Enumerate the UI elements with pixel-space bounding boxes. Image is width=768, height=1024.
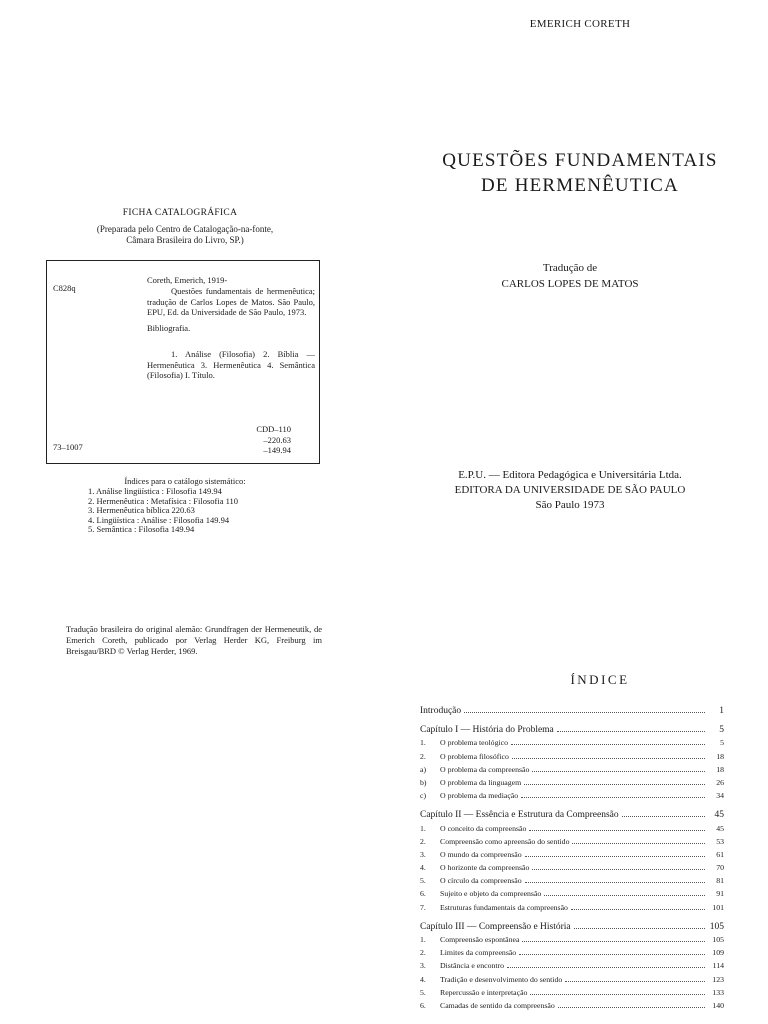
toc-label: Estruturas fundamentais da compreensão bbox=[440, 902, 568, 912]
toc-page: 18 bbox=[716, 764, 724, 774]
book-title bbox=[400, 148, 760, 198]
toc-page: 45 bbox=[714, 810, 724, 821]
toc-page: 123 bbox=[712, 974, 724, 984]
author-name: EMERICH CORETH bbox=[529, 18, 631, 30]
ficha-title: FICHA CATALOGRÁFICA bbox=[122, 208, 238, 218]
toc-item bbox=[420, 791, 724, 804]
control-number: 73–1007 bbox=[53, 442, 83, 452]
toc-label: O problema da linguagem bbox=[440, 777, 522, 787]
toc-label: Limites da compreensão bbox=[440, 948, 517, 958]
toc-item bbox=[420, 889, 724, 902]
toc-item bbox=[420, 975, 724, 988]
toc-item-number: b) bbox=[420, 777, 427, 787]
toc-item bbox=[420, 903, 724, 916]
toc-item-number: 5. bbox=[420, 876, 426, 886]
toc-label: Capítulo III — Compreensão e História bbox=[420, 921, 571, 932]
indices-item: 1. Análise lingüística : Filosofia 149.94 bbox=[88, 486, 222, 496]
toc-page: 105 bbox=[712, 935, 724, 944]
toc-label: O horizonte da compreensão bbox=[440, 863, 530, 873]
subject-headings: 1. Análise (Filosofia) 2. Bíblia — Hermenêutica 3. Hermenêutica 4. Semântica (Filosofia) I. Título. bbox=[147, 349, 315, 380]
catalog-card bbox=[46, 260, 320, 464]
cdd-classification bbox=[237, 424, 291, 456]
toc-item-number: 2. bbox=[420, 948, 426, 958]
toc-introduction bbox=[420, 706, 724, 719]
publisher-line-3: São Paulo 1973 bbox=[535, 499, 605, 511]
toc-item-number: 1. bbox=[420, 738, 426, 748]
toc-page: 101 bbox=[712, 902, 724, 912]
toc-item bbox=[420, 935, 724, 948]
table-of-contents bbox=[420, 706, 724, 1014]
entry-body: Questões fundamentais de hermenêutica; tradução de Carlos Lopes de Matos. São Paulo, EPU, Ed. da Universidade de São Paulo, 1973. bbox=[147, 286, 315, 317]
toc-label: Compreensão espontânea bbox=[440, 935, 520, 944]
toc-page: 53 bbox=[716, 836, 724, 846]
toc-item bbox=[420, 1001, 724, 1014]
toc-page: 105 bbox=[709, 921, 724, 932]
entry-author: Coreth, Emerich, 1919- bbox=[147, 275, 228, 285]
toc-page: 140 bbox=[712, 1000, 724, 1010]
toc-page: 109 bbox=[712, 948, 724, 958]
toc-item bbox=[420, 850, 724, 863]
toc-label: Repercussão e interpretação bbox=[440, 987, 528, 997]
toc-item-number: 3. bbox=[420, 849, 426, 859]
toc-page: 18 bbox=[716, 751, 724, 761]
toc-label: O problema da compreensão bbox=[440, 764, 530, 774]
indices-title: Índices para o catálogo sistemático: bbox=[124, 476, 246, 486]
toc-label: Introdução bbox=[420, 706, 462, 716]
toc-item-number: 4. bbox=[420, 863, 426, 873]
toc-page: 133 bbox=[712, 987, 724, 997]
cdd-line-3: –149.94 bbox=[263, 445, 291, 455]
ficha-subtitle bbox=[60, 224, 310, 246]
indices-item: 2. Hermenêutica : Metafísica : Filosofia 110 bbox=[88, 495, 239, 506]
toc-item bbox=[420, 752, 724, 765]
toc-page: 5 bbox=[719, 725, 724, 736]
toc-item-number: 6. bbox=[420, 1000, 426, 1010]
toc-page: 5 bbox=[720, 738, 724, 748]
toc-item-number: 5. bbox=[420, 987, 426, 997]
indices-item: 4. Lingüística : Análise : Filosofia 149.94 bbox=[88, 514, 230, 525]
toc-item bbox=[420, 837, 724, 850]
cdd-line-2: –220.63 bbox=[263, 434, 291, 445]
toc-label: Compreensão como apreensão do sentido bbox=[440, 836, 570, 846]
ficha-subtitle-line-1: (Preparada pelo Centro de Catalogação-na-fonte, bbox=[96, 224, 274, 234]
toc-page: 81 bbox=[716, 876, 724, 886]
toc-label: O problema teológico bbox=[440, 738, 508, 748]
toc-label: Capítulo I — História do Problema bbox=[420, 725, 554, 736]
translator-name: CARLOS LOPES DE MATOS bbox=[501, 278, 639, 290]
book-title-line-1: QUESTÕES FUNDAMENTAIS bbox=[442, 150, 718, 171]
toc-item bbox=[420, 863, 724, 876]
toc-item bbox=[420, 778, 724, 791]
toc-item bbox=[420, 765, 724, 778]
toc-label: O mundo da compreensão bbox=[440, 849, 522, 859]
toc-label: Sujeito e objeto da compreensão bbox=[440, 889, 542, 899]
indices-item: 3. Hermenêutica bíblica 220.63 bbox=[88, 505, 195, 516]
toc-label: O conceito da compreensão bbox=[440, 823, 527, 833]
publisher-line-1: E.P.U. — Editora Pedagógica e Universitária Ltda. bbox=[458, 469, 682, 481]
toc-item-number: 2. bbox=[420, 836, 426, 846]
toc-chapter-1 bbox=[420, 725, 724, 738]
publisher-line-2: EDITORA DA UNIVERSIDADE DE SÃO PAULO bbox=[454, 484, 686, 496]
toc-item bbox=[420, 961, 724, 974]
cdd-line-1: CDD–110 bbox=[256, 424, 291, 434]
toc-item-number: 4. bbox=[420, 974, 426, 984]
toc-item-number: 7. bbox=[420, 902, 426, 912]
toc-label: O problema filosófico bbox=[440, 751, 509, 761]
translation-label: Tradução de bbox=[542, 262, 598, 274]
toc-item-number: a) bbox=[420, 764, 427, 774]
toc-label: Camadas de sentido da compreensão bbox=[440, 1000, 555, 1010]
index-title: ÍNDICE bbox=[570, 672, 630, 687]
indices-item: 5. Semântica : Filosofia 149.94 bbox=[88, 524, 195, 535]
toc-label: O problema da mediação bbox=[440, 791, 519, 801]
toc-page: 114 bbox=[712, 961, 724, 971]
publisher-block bbox=[420, 468, 720, 513]
toc-chapter-2 bbox=[420, 810, 724, 823]
toc-item bbox=[420, 988, 724, 1001]
toc-item bbox=[420, 738, 724, 751]
toc-page: 45 bbox=[716, 823, 724, 833]
toc-label: Distância e encontro bbox=[440, 961, 505, 971]
toc-item-number: c) bbox=[420, 791, 427, 801]
toc-page: 26 bbox=[716, 777, 724, 787]
toc-label: Tradição e desenvolvimento do sentido bbox=[440, 974, 563, 984]
call-number: C828q bbox=[53, 283, 76, 293]
toc-label: Capítulo II — Essência e Estrutura da Compreensão bbox=[420, 810, 619, 821]
toc-item bbox=[420, 876, 724, 889]
toc-chapter-3 bbox=[420, 922, 724, 935]
toc-item-number: 6. bbox=[420, 889, 426, 899]
bibliography-note: Bibliografia. bbox=[147, 323, 191, 333]
toc-item-number: 1. bbox=[420, 823, 426, 833]
toc-page: 34 bbox=[716, 791, 724, 801]
book-title-line-2: DE HERMENÊUTICA bbox=[481, 175, 679, 196]
toc-page: 91 bbox=[716, 889, 724, 899]
toc-item-number: 3. bbox=[420, 961, 426, 971]
toc-page: 70 bbox=[716, 863, 724, 873]
toc-page: 61 bbox=[716, 849, 724, 859]
indices-list bbox=[88, 487, 238, 535]
toc-item bbox=[420, 824, 724, 837]
ficha-subtitle-line-2: Câmara Brasileira do Livro, SP.) bbox=[126, 235, 244, 245]
toc-item-number: 2. bbox=[420, 751, 426, 761]
toc-label: O círculo da compreensão bbox=[440, 876, 522, 886]
toc-item bbox=[420, 948, 724, 961]
toc-item-number: 1. bbox=[420, 935, 426, 944]
original-edition-note: Tradução brasileira do original alemão: Grundfragen der Hermeneutik, de Emerich Coreth, publicado por Verlag Herder KG, Freiburg im Breisgau/BRD © Verlag Herder, 1969. bbox=[66, 624, 322, 656]
toc-page: 1 bbox=[719, 706, 724, 716]
